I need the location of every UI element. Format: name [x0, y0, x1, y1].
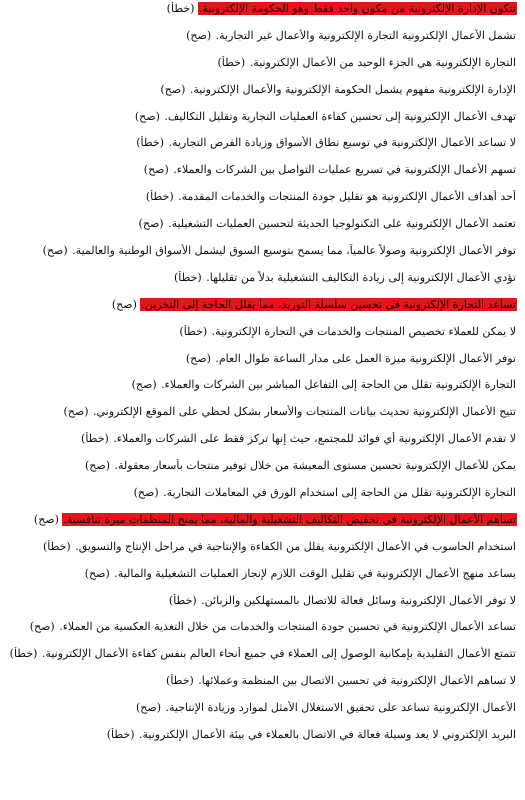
statement-line	[4, 325, 521, 338]
statement-line	[4, 405, 521, 418]
answer-label: (خطأ)	[166, 674, 194, 688]
statement-text: البريد الإلكتروني لا يعد وسيلة فعالة في الاتصال بالعملاء في بيئة الأعمال الإلكترونية.	[139, 728, 516, 742]
answer-label: (صح)	[185, 351, 211, 365]
answer-label: (صح)	[134, 109, 160, 123]
statement-line	[4, 701, 521, 714]
statement-text: التجارة الإلكترونية تقلل من الحاجة إلى التفاعل المباشر بين الشركات والعملاء.	[161, 378, 516, 392]
statement-text: لا يمكن للعملاء تخصيص المنتجات والخدمات في التجارة الإلكترونية.	[211, 324, 516, 338]
answer-label: (صح)	[186, 28, 212, 42]
statement-text: الإدارة الإلكترونية مفهوم يشمل الحكومة الإلكترونية والأعمال الإلكترونية.	[189, 82, 516, 96]
statement-line	[4, 190, 521, 203]
statement-line	[4, 594, 521, 607]
answer-label: (صح)	[160, 82, 186, 96]
answer-label: (خطأ)	[42, 539, 71, 553]
answer-label: (صح)	[131, 378, 157, 392]
statement-text: لا تساهم الأعمال الإلكترونية في تحسين الاتصال بين المنظمة وعملائها.	[198, 674, 516, 688]
statement-line	[4, 459, 521, 472]
statement-line	[4, 728, 521, 741]
answer-label: (خطأ)	[81, 432, 109, 446]
statement-text: تتيح الأعمال الإلكترونية تحديث بيانات المنتجات والأسعار بشكل لحظي على الموقع الإلكتروني.	[93, 405, 516, 419]
answer-label: (خطأ)	[166, 2, 195, 15]
answer-label: (صح)	[135, 701, 161, 715]
statement-line	[4, 83, 521, 96]
answer-label: (خطأ)	[136, 136, 165, 150]
statement-line	[4, 217, 521, 230]
statement-line	[4, 136, 521, 149]
statement-line	[4, 298, 521, 311]
statement-text: تسهم الأعمال الإلكترونية في تسريع عمليات التواصل بين الشركات والعملاء.	[173, 163, 516, 177]
statement-line	[4, 29, 521, 42]
highlighted-statement-text: تساعد التجارة الإلكترونية في تحسين سلسلة التوريد، مما يقلل الحاجة إلى التخزين.	[141, 297, 516, 311]
statement-text: يمكن للأعمال الإلكترونية تحسين مستوى المعيشة من خلال توفير منتجات بأسعار معقولة.	[114, 459, 516, 473]
answer-label: (خطأ)	[173, 270, 202, 284]
statement-line	[4, 674, 521, 687]
statement-line	[4, 486, 521, 499]
statement-line	[4, 244, 521, 257]
answer-label: (صح)	[33, 512, 59, 526]
answer-label: (صح)	[143, 163, 169, 177]
statement-text: الأعمال الإلكترونية تساعد على تحقيق الاستغلال الأمثل لموارد وزيادة الإنتاجية.	[165, 701, 516, 715]
answer-label: (صح)	[138, 217, 164, 231]
statement-text: لا توفر الأعمال الإلكترونية وسائل فعالة للاتصال بالمستهلكين والزبائن.	[201, 593, 516, 607]
statement-text: تهدف الأعمال الإلكترونية إلى تحسين كفاءة العمليات التجارية وتقليل التكاليف.	[164, 109, 516, 123]
statement-line	[4, 110, 521, 123]
statement-text: تؤدي الأعمال الإلكترونية إلى زيادة التكاليف التشغيلية بدلاً من تقليلها.	[206, 270, 516, 284]
statement-line	[4, 352, 521, 365]
statement-text: التجارة الإلكترونية تقلل من الحاجة إلى استخدام الورق في المعاملات التجارية.	[163, 486, 516, 500]
answer-label: (صح)	[84, 459, 111, 473]
statement-line	[4, 2, 521, 15]
statement-text: أحد أهداف الأعمال الإلكترونية هو تقليل جودة المنتجات والخدمات المقدمة.	[178, 190, 516, 204]
answer-label: (خطأ)	[145, 190, 174, 204]
statement-line	[4, 567, 521, 580]
statement-line	[4, 647, 521, 660]
statement-line	[4, 432, 521, 445]
answer-label: (صح)	[63, 405, 89, 419]
statement-text: التجارة الإلكترونية هي الجزء الوحيد من الأعمال الإلكترونية.	[249, 55, 516, 69]
statement-line	[4, 540, 521, 553]
answer-label: (خطأ)	[106, 728, 135, 742]
answer-label: (صح)	[133, 486, 159, 500]
highlighted-statement-text: تتكون الإدارة الإلكترونية من مكون واحد فقط وهو الحكومة الإلكترونية.	[198, 2, 516, 15]
answer-label: (صح)	[29, 620, 55, 634]
answer-label: (صح)	[84, 566, 110, 580]
answer-label: (خطأ)	[179, 324, 208, 338]
statement-text: تعتمد الأعمال الإلكترونية على التكنولوجيا الحديثة لتحسين العمليات التشغيلية.	[168, 217, 516, 231]
answer-label: (خطأ)	[217, 55, 246, 69]
statement-text: توفر الأعمال الإلكترونية ميزة العمل على مدار الساعة طوال العام.	[215, 351, 516, 365]
answer-label: (صح)	[42, 244, 68, 258]
statement-text: استخدام الحاسوب في الأعمال الإلكترونية يقلل من الكفاءة والإنتاجية في مراحل الإنتاج والتسويق.	[75, 539, 516, 553]
statement-text: تشمل الأعمال الإلكترونية التجارة الإلكترونية والأعمال غير التجارية.	[215, 28, 516, 42]
statement-line	[4, 378, 521, 391]
highlighted-statement-text: تساهم الأعمال الإلكترونية في تخفيض التكاليف التشغيلية والمالية، مما يمنح المنظمات ميزة تنافسية.	[63, 512, 516, 526]
statement-text: لا تساعد الأعمال الإلكترونية في توسيع نطاق الأسواق وزيادة الفرص التجارية.	[168, 136, 516, 150]
answer-label: (خطأ)	[9, 647, 38, 661]
statement-line	[4, 513, 521, 526]
statement-text: تتمتع الأعمال التقليدية بإمكانية الوصول إلى العملاء في جميع أنحاء العالم بنفس كفاءة الأعمال الإلكترونية.	[41, 647, 516, 661]
statement-text: لا تقدم الأعمال الإلكترونية أي فوائد للمجتمع، حيث إنها تركز فقط على الشركات والعملاء.	[113, 432, 516, 446]
statement-text: يساعد منهج الأعمال الإلكترونية في تقليل الوقت اللازم لإنجاز العمليات التشغيلية والمالية.	[114, 566, 516, 580]
answer-label: (خطأ)	[168, 593, 197, 607]
statement-line	[4, 620, 521, 633]
statement-text: تساعد الأعمال الإلكترونية في تحسين جودة المنتجات والخدمات من خلال التغذية العكسية من العملاء.	[59, 620, 516, 634]
statement-line	[4, 163, 521, 176]
answer-label: (صح)	[111, 297, 137, 311]
statement-line	[4, 56, 521, 69]
statement-text: توفر الأعمال الإلكترونية وصولاً عالمياً، مما يسمح بتوسيع السوق ليشمل الأسواق الوطنية والعالمية.	[72, 244, 516, 258]
statement-line	[4, 271, 521, 284]
